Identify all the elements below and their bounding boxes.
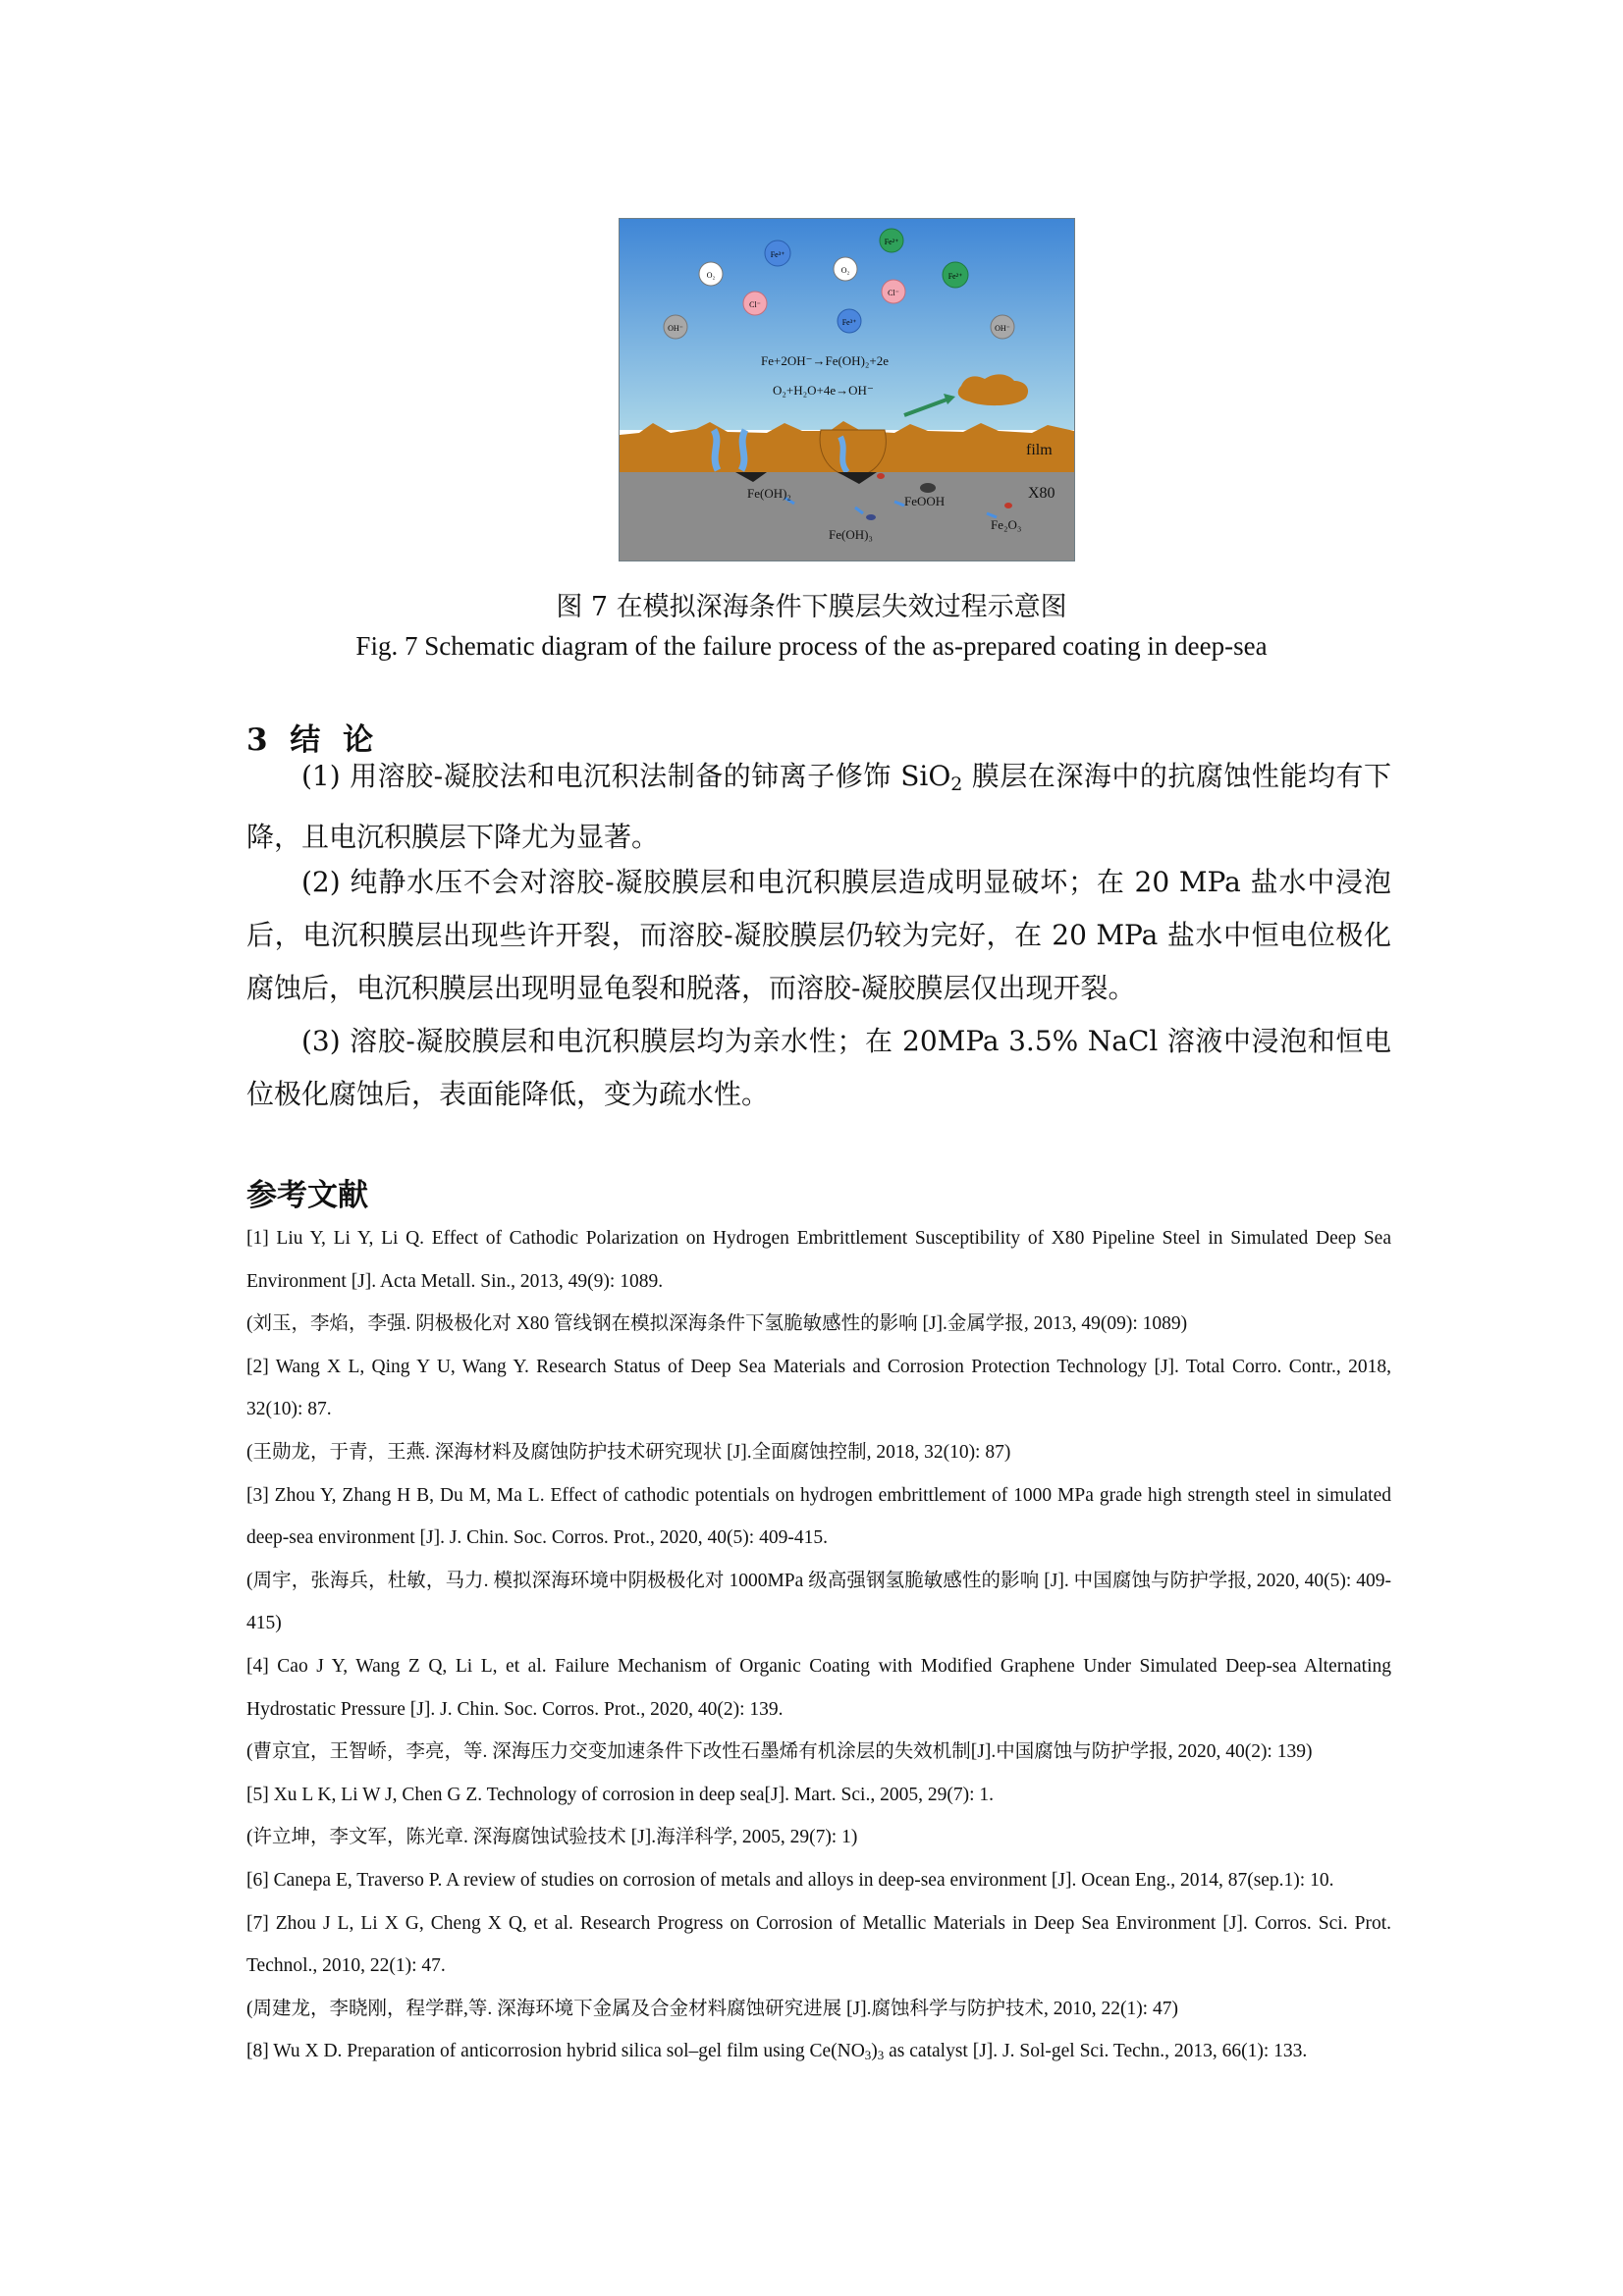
reference-7: [7] Zhou J L, Li X G, Cheng X Q, et al. Research Progress on Corrosion of Metallic Materials in Deep Sea Environment [J]. Corros. Sci. Prot. Technol., 2010, 22(1): 47. — [246, 1912, 1391, 1977]
figure-7-schematic — [619, 218, 1075, 561]
reference-7-chinese: (周建龙，李晓刚，程学群,等. 深海环境下金属及合金材料腐蚀研究进展 [J].腐蚀科学与防护技术, 2010, 22(1): 47) — [246, 1998, 1178, 2019]
svg-text:OH⁻: OH⁻ — [668, 324, 683, 333]
x80-substrate — [620, 469, 1074, 561]
red-particle — [877, 473, 885, 479]
substrate-label: X80 — [1028, 485, 1055, 502]
svg-text:Cl⁻: Cl⁻ — [888, 289, 899, 297]
feooh-particle — [920, 483, 936, 493]
svg-text:OH⁻: OH⁻ — [995, 324, 1010, 333]
figure-caption-english: Fig. 7 Schematic diagram of the failure process of the as-prepared coating in deep-sea — [355, 631, 1268, 661]
product-feooh: FeOOH — [904, 494, 946, 508]
ion-o2-1 — [699, 262, 723, 286]
anodic-equation: Fe+2OH⁻→Fe(OH)₂+2e — [761, 353, 890, 368]
svg-text:Cl⁻: Cl⁻ — [749, 300, 761, 309]
ion-fe2-1 — [880, 229, 903, 252]
crack-1 — [714, 430, 718, 470]
ion-oh-2 — [991, 315, 1014, 339]
figure-caption-chinese: 图 7 在模拟深海条件下膜层失效过程示意图 — [556, 592, 1067, 622]
ion-cl-2 — [882, 280, 905, 303]
svg-text:Fe²⁺: Fe²⁺ — [947, 272, 963, 281]
reference-4: [4] Cao J Y, Wang Z Q, Li L, et al. Failure Mechanism of Organic Coating with Modified Graphene Under Simulated Deep-sea Alternating Hydrostatic Pressure [J]. J. Chin. Soc. Corros. Prot., 2020, 40(2): 139. — [246, 1655, 1391, 1720]
reference-3-chinese: (周宇，张海兵，杜敏，马力. 模拟深海环境中阴极极化对 1000MPa 级高强钢氢脆敏感性的影响 [J]. 中国腐蚀与防护学报, 2020, 40(5): 409-415) — [246, 1570, 1391, 1634]
fe2o3-particle — [1004, 503, 1012, 508]
reference-5-chinese: (许立坤，李文军，陈光章. 深海腐蚀试验技术 [J].海洋科学, 2005, 29(7): 1) — [246, 1827, 858, 1848]
section-heading-conclusions: 3 结 论 — [246, 722, 380, 758]
reference-8: [8] Wu X D. Preparation of anticorrosion hybrid silica sol–gel film using $Ce(NO_3)_3$ as catalyst [J]. J. Sol-gel Sci. Techn., 2013, 66(1): 133. — [246, 2041, 1308, 2063]
conclusion-paragraph-3: (3) 溶胶-凝胶膜层和电沉积膜层均为亲水性；在 20MPa 3.5% NaCl 溶液中浸泡和恒电位极化腐蚀后，表面能降低，变为疏水性。 — [246, 1025, 1391, 1110]
dark-particle — [866, 514, 876, 520]
reference-6: [6] Canepa E, Traverso P. A review of studies on corrosion of metals and alloys in deep-sea environment [J]. Ocean Eng., 2014, 87(sep.1): 10. — [246, 1869, 1334, 1891]
reference-3: [3] Zhou Y, Zhang H B, Du M, Ma L. Effect of cathodic potentials on hydrogen embrittlement of 1000 MPa grade high strength steel in simulated deep-sea environment [J]. J. Chin. Soc. Corros. Prot., 2020, 40(5): 409-415. — [246, 1484, 1391, 1549]
conclusion-paragraph-2: (2) 纯静水压不会对溶胶-凝胶膜层和电沉积膜层造成明显破坏；在 20 MPa 盐水中浸泡后，电沉积膜层出现些许开裂，而溶胶-凝胶膜层仍较为完好，在 20 MPa 盐水中恒电位极化腐蚀后，电沉积膜层出现明显龟裂和脱落，而溶胶-凝胶膜层仅出现开裂。 — [246, 866, 1391, 1004]
reference-1: [1] Liu Y, Li Y, Li Q. Effect of Cathodic Polarization on Hydrogen Embrittlement Susceptibility of X80 Pipeline Steel in Simulated Deep Sea Environment [J]. Acta Metall. Sin., 2013, 49(9): 1089. — [246, 1228, 1391, 1292]
crack-2 — [741, 430, 745, 470]
svg-text:Fe²⁺: Fe²⁺ — [884, 238, 899, 246]
product-fe2o3: Fe₂O₃ — [991, 517, 1022, 532]
product-fe-oh-2: Fe(OH)₂ — [747, 486, 791, 501]
ion-oh-1 — [664, 315, 687, 339]
film-label: film — [1026, 442, 1053, 458]
svg-text:O₂: O₂ — [706, 271, 716, 280]
corrosion-schematic — [620, 219, 1074, 561]
ion-fe3-2 — [838, 309, 861, 333]
svg-text:O₂: O₂ — [840, 266, 850, 275]
cathodic-equation: O₂+H₂O+4e→OH⁻ — [773, 383, 874, 398]
reference-1-chinese: (刘玉，李焰，李强. 阴极极化对 X80 管线钢在模拟深海条件下氢脆敏感性的影响 [J].金属学报, 2013, 49(09): 1089) — [246, 1313, 1188, 1335]
ion-cl-1 — [743, 292, 767, 315]
references-heading: 参考文献 — [246, 1178, 368, 1213]
conclusion-paragraph-1: (1) 用溶胶-凝胶法和电沉积法制备的铈离子修饰 SiO$_2$ 膜层在深海中的抗腐蚀性能均有下降，且电沉积膜层下降尤为显著。 — [246, 760, 1391, 853]
svg-text:Fe³⁺: Fe³⁺ — [841, 318, 857, 327]
reference-list — [246, 1217, 1391, 2077]
ion-o2-2 — [834, 257, 857, 281]
ion-fe2-2 — [943, 262, 968, 288]
ion-fe3-1 — [765, 240, 790, 266]
product-fe-oh-3: Fe(OH)₃ — [829, 527, 873, 542]
reference-5: [5] Xu L K, Li W J, Chen G Z. Technology of corrosion in deep sea[J]. Mart. Sci., 2005, 29(7): 1. — [246, 1784, 994, 1805]
svg-text:Fe³⁺: Fe³⁺ — [770, 250, 785, 259]
reference-4-chinese: (曹京宜，王智峤，李亮，等. 深海压力交变加速条件下改性石墨烯有机涂层的失效机制[J].中国腐蚀与防护学报, 2020, 40(2): 139) — [246, 1741, 1313, 1763]
reference-2-chinese: (王勋龙，于青，王燕. 深海材料及腐蚀防护技术研究现状 [J].全面腐蚀控制, 2018, 32(10): 87) — [246, 1441, 1011, 1463]
reference-2: [2] Wang X L, Qing Y U, Wang Y. Research Status of Deep Sea Materials and Corrosion Protection Technology [J]. Total Corro. Contr., 2018, 32(10): 87. — [246, 1356, 1391, 1420]
